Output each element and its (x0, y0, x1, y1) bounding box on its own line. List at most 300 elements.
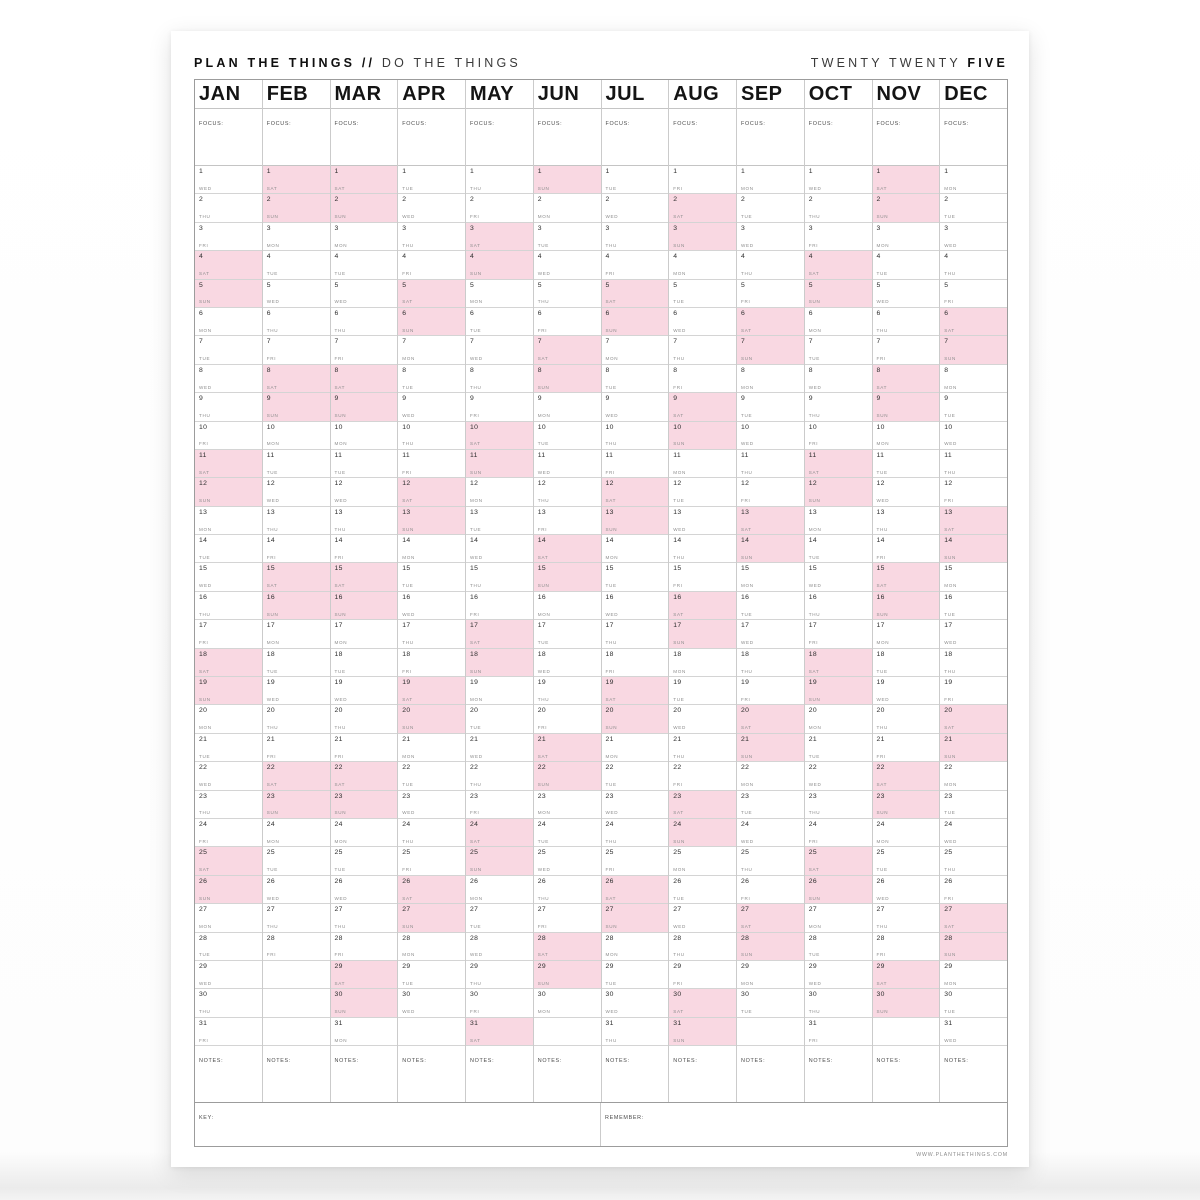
day-cell (331, 251, 398, 279)
day-cell (534, 535, 601, 563)
day-cell (466, 734, 533, 762)
day-name: MON (673, 867, 687, 873)
day-name: SUN (537, 185, 550, 191)
day-number: 3 (470, 224, 475, 232)
day-cell (873, 989, 940, 1017)
day-number: 24 (605, 820, 614, 828)
day-number: 6 (808, 309, 813, 317)
day-name: WED (402, 214, 416, 220)
day-cell (263, 280, 330, 308)
day-name: THU (808, 214, 821, 220)
day-cell (940, 365, 1007, 393)
day-number: 28 (673, 934, 682, 942)
day-number: 6 (876, 309, 881, 317)
day-name: SUN (199, 299, 211, 305)
empty-day-cell (263, 961, 330, 989)
day-number: 4 (199, 253, 204, 261)
day-cell (873, 734, 940, 762)
day-number: 21 (876, 735, 885, 743)
day-number: 20 (944, 707, 953, 715)
day-name: SUN (334, 810, 347, 816)
day-name: FRI (808, 640, 819, 646)
day-name: SAT (470, 1037, 481, 1043)
day-cell (737, 876, 804, 904)
day-number: 15 (470, 565, 479, 573)
day-number: 21 (605, 735, 614, 743)
day-number: 3 (537, 224, 542, 232)
day-name: SAT (537, 554, 549, 560)
day-number: 10 (876, 423, 885, 431)
day-name: MON (334, 838, 348, 844)
day-number: 6 (673, 309, 678, 317)
day-number: 23 (741, 792, 750, 800)
day-number: 7 (741, 338, 746, 346)
day-number: 26 (741, 877, 750, 885)
day-name: SUN (673, 242, 686, 248)
day-cell (940, 422, 1007, 450)
day-name: MON (334, 242, 348, 248)
day-name: SUN (537, 384, 550, 390)
day-cell (737, 705, 804, 733)
day-name: MON (741, 384, 754, 390)
day-number: 18 (741, 650, 750, 658)
day-name: MON (266, 640, 280, 646)
day-cell (940, 847, 1007, 875)
day-name: MON (808, 725, 822, 731)
day-number: 25 (199, 849, 208, 857)
day-name: TUE (199, 554, 211, 560)
day-number: 25 (334, 849, 343, 857)
day-number: 18 (334, 650, 343, 658)
day-number: 2 (876, 196, 881, 204)
day-cell (873, 365, 940, 393)
day-cell (669, 251, 736, 279)
day-number: 14 (876, 537, 885, 545)
poster-header (194, 46, 1008, 79)
day-cell (873, 819, 940, 847)
day-cell (805, 223, 872, 251)
day-cell (331, 762, 398, 790)
day-number: 8 (673, 366, 678, 374)
day-cell (263, 563, 330, 591)
day-name: SAT (673, 611, 684, 617)
day-cell (263, 223, 330, 251)
day-cell (263, 422, 330, 450)
day-name: SUN (944, 554, 957, 560)
day-number: 9 (808, 395, 813, 403)
notes-label: NOTES: (808, 1058, 834, 1065)
day-cell (195, 592, 262, 620)
day-name: WED (944, 1037, 958, 1043)
day-cell (602, 989, 669, 1017)
day-name: WED (266, 895, 280, 901)
day-name: THU (673, 952, 685, 958)
day-name: SAT (673, 1009, 684, 1015)
day-cell (602, 280, 669, 308)
day-cell (534, 933, 601, 961)
day-name: MON (741, 980, 754, 986)
empty-day-cell (398, 1018, 465, 1046)
day-cell (805, 308, 872, 336)
day-number: 16 (741, 593, 750, 601)
day-cell (331, 535, 398, 563)
day-name: THU (605, 1037, 618, 1043)
day-name: THU (808, 810, 821, 816)
day-name: TUE (673, 696, 685, 702)
day-name: WED (944, 441, 958, 447)
day-number: 14 (605, 537, 614, 545)
day-name: TUE (741, 413, 753, 419)
day-cell (940, 563, 1007, 591)
day-name: SUN (199, 498, 211, 504)
day-cell (195, 478, 262, 506)
focus-cell (873, 109, 940, 166)
day-cell (534, 251, 601, 279)
day-name: SUN (199, 895, 211, 901)
day-name: MON (673, 668, 687, 674)
day-number: 29 (944, 962, 953, 970)
month-header: FEB (263, 80, 330, 109)
month-header: NOV (873, 80, 940, 109)
day-number: 4 (944, 253, 949, 261)
day-cell (602, 450, 669, 478)
day-cell (805, 450, 872, 478)
day-name: WED (673, 526, 687, 532)
day-name: TUE (944, 1009, 956, 1015)
day-cell (940, 620, 1007, 648)
day-cell (331, 563, 398, 591)
day-name: THU (808, 1009, 821, 1015)
day-number: 11 (199, 451, 207, 459)
day-cell (195, 620, 262, 648)
day-name: TUE (470, 526, 482, 532)
day-cell (263, 819, 330, 847)
day-cell (195, 450, 262, 478)
day-name: SUN (808, 498, 821, 504)
day-cell (805, 478, 872, 506)
day-number: 10 (944, 423, 953, 431)
month-column-jun (534, 80, 602, 1102)
day-number: 22 (334, 764, 343, 772)
day-cell (466, 791, 533, 819)
day-cell (534, 705, 601, 733)
day-number: 8 (199, 366, 204, 374)
day-name: SUN (334, 214, 347, 220)
day-name: SAT (199, 668, 210, 674)
day-cell (940, 308, 1007, 336)
day-number: 11 (944, 451, 952, 459)
day-number: 21 (673, 735, 682, 743)
notes-label: NOTES: (944, 1058, 969, 1065)
day-number: 17 (537, 622, 546, 630)
day-name: THU (944, 867, 956, 873)
day-name: FRI (605, 469, 615, 475)
day-cell (940, 535, 1007, 563)
day-number: 23 (808, 792, 817, 800)
day-name: TUE (334, 668, 346, 674)
bottom-row (194, 1103, 1008, 1147)
day-number: 21 (741, 735, 750, 743)
focus-cell (805, 109, 872, 166)
day-number: 3 (266, 224, 271, 232)
day-number: 1 (876, 168, 881, 175)
day-cell (398, 847, 465, 875)
day-cell (534, 592, 601, 620)
day-name: SAT (334, 782, 346, 788)
notes-cell (534, 1046, 601, 1102)
day-cell (940, 649, 1007, 677)
day-name: TUE (402, 185, 414, 191)
day-name: TUE (673, 895, 685, 901)
day-name: SUN (470, 668, 482, 674)
day-name: TUE (741, 611, 753, 617)
day-number: 5 (808, 281, 813, 289)
day-name: FRI (605, 668, 615, 674)
day-name: THU (537, 299, 550, 305)
day-number: 14 (673, 537, 682, 545)
day-number: 4 (334, 253, 339, 261)
day-name: MON (741, 185, 754, 191)
day-cell (263, 677, 330, 705)
day-cell (534, 280, 601, 308)
day-name: SAT (741, 725, 752, 731)
day-name: WED (199, 384, 212, 390)
day-name: MON (741, 583, 754, 589)
day-cell (873, 904, 940, 932)
day-number: 20 (334, 707, 343, 715)
day-cell (534, 422, 601, 450)
day-name: FRI (537, 924, 548, 930)
day-number: 2 (741, 196, 746, 204)
day-cell (737, 365, 804, 393)
day-name: SAT (537, 952, 549, 958)
day-number: 30 (876, 991, 885, 999)
day-cell (737, 762, 804, 790)
day-cell (534, 223, 601, 251)
day-name: THU (402, 838, 414, 844)
day-number: 7 (605, 338, 610, 346)
day-name: TUE (944, 214, 956, 220)
day-name: MON (537, 611, 551, 617)
day-cell (940, 478, 1007, 506)
day-cell (398, 223, 465, 251)
day-name: WED (876, 299, 890, 305)
day-cell (602, 535, 669, 563)
day-number: 17 (402, 622, 411, 630)
day-cell (669, 194, 736, 222)
day-cell (331, 989, 398, 1017)
poster-title-bold: PLAN THE THINGS // (194, 55, 376, 70)
day-cell (873, 876, 940, 904)
day-name: SUN (673, 640, 686, 646)
day-number: 12 (741, 480, 750, 488)
day-number: 29 (808, 962, 817, 970)
day-name: SAT (334, 384, 346, 390)
day-name: TUE (741, 214, 753, 220)
day-name: SAT (876, 782, 888, 788)
month-header: AUG (669, 80, 736, 109)
day-name: FRI (605, 271, 615, 277)
focus-cell (737, 109, 804, 166)
day-cell (873, 280, 940, 308)
day-cell (737, 791, 804, 819)
day-number: 26 (199, 877, 208, 885)
day-number: 29 (876, 962, 885, 970)
month-column-jul (602, 80, 670, 1102)
day-cell (398, 961, 465, 989)
day-name: SUN (605, 526, 618, 532)
day-name: SUN (876, 214, 889, 220)
day-number: 15 (537, 565, 546, 573)
day-name: SAT (470, 441, 481, 447)
day-cell (398, 535, 465, 563)
day-cell (466, 563, 533, 591)
day-cell (263, 194, 330, 222)
day-cell (669, 791, 736, 819)
day-name: WED (199, 185, 212, 191)
focus-label: FOCUS: (199, 121, 224, 127)
day-name: WED (605, 413, 619, 419)
day-cell (534, 563, 601, 591)
day-name: THU (537, 895, 550, 901)
day-cell (602, 904, 669, 932)
day-cell (466, 592, 533, 620)
poster-title (194, 56, 521, 70)
day-name: SAT (266, 185, 278, 191)
day-number: 21 (334, 735, 343, 743)
day-cell (602, 933, 669, 961)
day-name: SAT (605, 895, 617, 901)
day-cell (737, 819, 804, 847)
day-number: 23 (876, 792, 885, 800)
day-number: 21 (808, 735, 817, 743)
notes-label: NOTES: (334, 1058, 359, 1065)
day-cell (873, 649, 940, 677)
day-name: SUN (266, 413, 279, 419)
day-name: TUE (470, 327, 482, 333)
day-name: TUE (876, 469, 888, 475)
day-number: 6 (334, 309, 339, 317)
day-name: MON (537, 214, 551, 220)
day-number: 19 (402, 679, 411, 687)
day-cell (466, 847, 533, 875)
day-number: 16 (944, 593, 953, 601)
day-cell (805, 961, 872, 989)
day-name: TUE (402, 782, 414, 788)
day-name: SAT (944, 526, 955, 532)
day-name: THU (199, 413, 211, 419)
day-name: FRI (944, 498, 954, 504)
day-name: TUE (266, 668, 279, 674)
day-name: SAT (673, 413, 684, 419)
day-name: FRI (199, 1037, 209, 1043)
day-cell (195, 791, 262, 819)
day-cell (940, 705, 1007, 733)
day-number: 3 (605, 224, 610, 232)
day-cell (805, 705, 872, 733)
day-cell (331, 166, 398, 194)
day-number: 6 (402, 309, 407, 317)
focus-label: FOCUS: (266, 121, 292, 127)
day-number: 24 (876, 820, 885, 828)
day-number: 29 (673, 962, 682, 970)
day-name: WED (605, 1009, 619, 1015)
day-name: FRI (537, 725, 548, 731)
day-name: WED (199, 980, 212, 986)
day-number: 16 (673, 593, 682, 601)
day-cell (805, 1018, 872, 1046)
day-cell (195, 280, 262, 308)
day-number: 27 (537, 906, 546, 914)
day-cell (466, 762, 533, 790)
day-cell (466, 620, 533, 648)
day-cell (737, 563, 804, 591)
day-cell (602, 620, 669, 648)
day-number: 10 (605, 423, 614, 431)
day-name: MON (605, 753, 619, 759)
day-cell (669, 649, 736, 677)
day-cell (263, 166, 330, 194)
day-number: 28 (808, 934, 817, 942)
day-cell (534, 336, 601, 364)
day-cell (398, 819, 465, 847)
day-name: FRI (808, 441, 819, 447)
day-cell (873, 592, 940, 620)
focus-cell (331, 109, 398, 166)
day-name: SAT (266, 782, 278, 788)
day-number: 26 (334, 877, 343, 885)
day-number: 7 (944, 338, 949, 346)
day-number: 14 (944, 537, 953, 545)
day-number: 12 (334, 480, 343, 488)
day-number: 16 (266, 593, 275, 601)
day-name: MON (876, 242, 890, 248)
day-number: 2 (334, 196, 339, 204)
day-name: THU (741, 271, 753, 277)
day-number: 21 (199, 735, 208, 743)
day-name: THU (741, 867, 753, 873)
day-name: FRI (402, 867, 412, 873)
day-cell (873, 507, 940, 535)
day-number: 24 (537, 820, 546, 828)
day-cell (263, 734, 330, 762)
day-cell (873, 847, 940, 875)
day-cell (805, 194, 872, 222)
day-number: 7 (266, 338, 271, 346)
notes-label: NOTES: (741, 1058, 766, 1065)
day-number: 26 (876, 877, 885, 885)
day-cell (263, 762, 330, 790)
day-cell (398, 592, 465, 620)
day-name: TUE (402, 384, 414, 390)
day-cell (398, 620, 465, 648)
day-cell (669, 847, 736, 875)
day-cell (873, 705, 940, 733)
day-cell (331, 819, 398, 847)
day-number: 16 (876, 593, 885, 601)
day-number: 4 (605, 253, 610, 261)
day-number: 26 (808, 877, 817, 885)
day-cell (331, 308, 398, 336)
day-number: 9 (199, 395, 204, 403)
day-name: WED (470, 753, 483, 759)
day-cell (669, 592, 736, 620)
day-cell (263, 904, 330, 932)
day-name: WED (808, 782, 822, 788)
day-cell (466, 422, 533, 450)
day-cell (195, 933, 262, 961)
day-cell (805, 393, 872, 421)
